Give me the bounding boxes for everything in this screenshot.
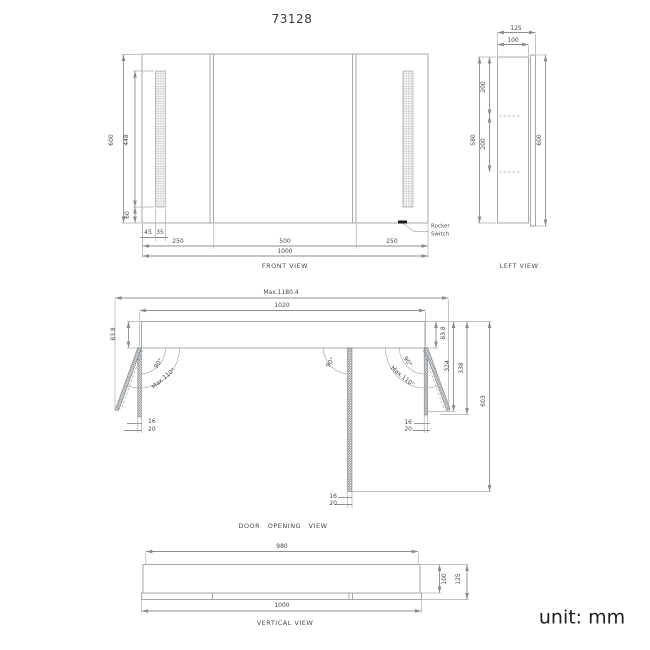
vertical-view-body [143,565,420,594]
dim-left-height-total: 600 [536,134,543,146]
dim-door-total-left: 20 [148,426,156,433]
dim-vertical-depth-total: 125 [454,573,462,585]
dim-left-depth-body: 100 [507,36,519,44]
left-view-body [498,57,529,223]
dim-left-depth-total: 125 [510,24,522,32]
rocker-switch-label-line2: Switch [431,231,450,238]
left-light-strip [155,71,165,207]
rocker-switch-label-line1: Rocker [431,223,450,230]
angle-90-right: 90° [401,355,414,369]
dim-left-body-height: 580 [470,134,477,146]
angle-90-left: 90° [152,357,165,371]
left-view-drawing [478,33,548,227]
dim-hinge-offset-right: 83.8 [440,326,447,340]
dim-vertical-depth-body: 100 [441,572,448,585]
front-view-caption: FRONT VIEW [261,261,309,270]
door-opening-view-drawing [115,298,491,508]
middle-door-90 [348,348,353,492]
angle-90-middle: 90° [324,356,337,370]
dim-open-width: 1020 [274,301,290,309]
dim-door-thickness-right: 16 [404,418,412,426]
vertical-view-drawing [142,552,469,614]
rocker-switch-mark [398,221,407,224]
left-door-110 [115,347,141,410]
rocker-switch-leader [403,224,429,232]
drawing-title: 73128 [271,12,313,26]
dim-door-thickness-left: 16 [148,418,156,425]
unit-note: unit: mm [538,606,626,629]
front-cabinet-outline [142,54,428,223]
front-view-drawing [122,54,430,258]
dim-front-door-left: 250 [172,238,184,245]
dim-front-edge-to-light: 45 [144,229,152,236]
dim-front-height-total: 600 [108,134,115,146]
right-door-110 [424,347,450,410]
dim-vertical-width-inner: 980 [276,543,288,550]
dim-front-door-right: 250 [386,238,398,245]
angle-max-110-left: Max 110° [150,366,177,391]
dim-max-open-width: Max.1180.4 [263,289,299,296]
dim-door-total-right: 20 [404,426,412,433]
dim-open-depth-603: 603 [480,395,487,407]
dim-left-shelf-bottom: 200 [480,138,487,150]
door-opening-view-caption: DOOR OPENING VIEW [238,521,328,530]
dim-hinge-offset-left: 83.8 [110,327,117,341]
angle-max-110-right: Max.110° [389,364,416,389]
dim-front-door-middle: 500 [279,238,291,245]
dim-front-light-height: 448 [123,134,130,146]
dim-open-depth-338: 338 [457,361,465,374]
plan-cabinet-body [142,322,426,349]
vertical-view-caption: VERTICAL VIEW [256,618,314,627]
dim-front-light-width: 35 [156,229,164,236]
dim-door-total-middle: 20 [329,500,337,507]
left-view-caption: LEFT VIEW [499,261,539,270]
right-door-90 [424,348,428,415]
vertical-view-front-plate [142,593,422,600]
left-view-door [531,55,536,226]
dim-open-depth-324: 324 [444,360,451,372]
dim-left-shelf-top: 200 [480,81,487,93]
dim-vertical-width-total: 1000 [274,602,290,609]
dim-front-width-total: 1000 [277,248,293,255]
dim-door-thickness-middle: 16 [329,492,337,500]
dim-front-light-bottom-offset: 60 [124,211,131,219]
right-light-strip [403,71,413,207]
left-door-90 [138,348,142,417]
